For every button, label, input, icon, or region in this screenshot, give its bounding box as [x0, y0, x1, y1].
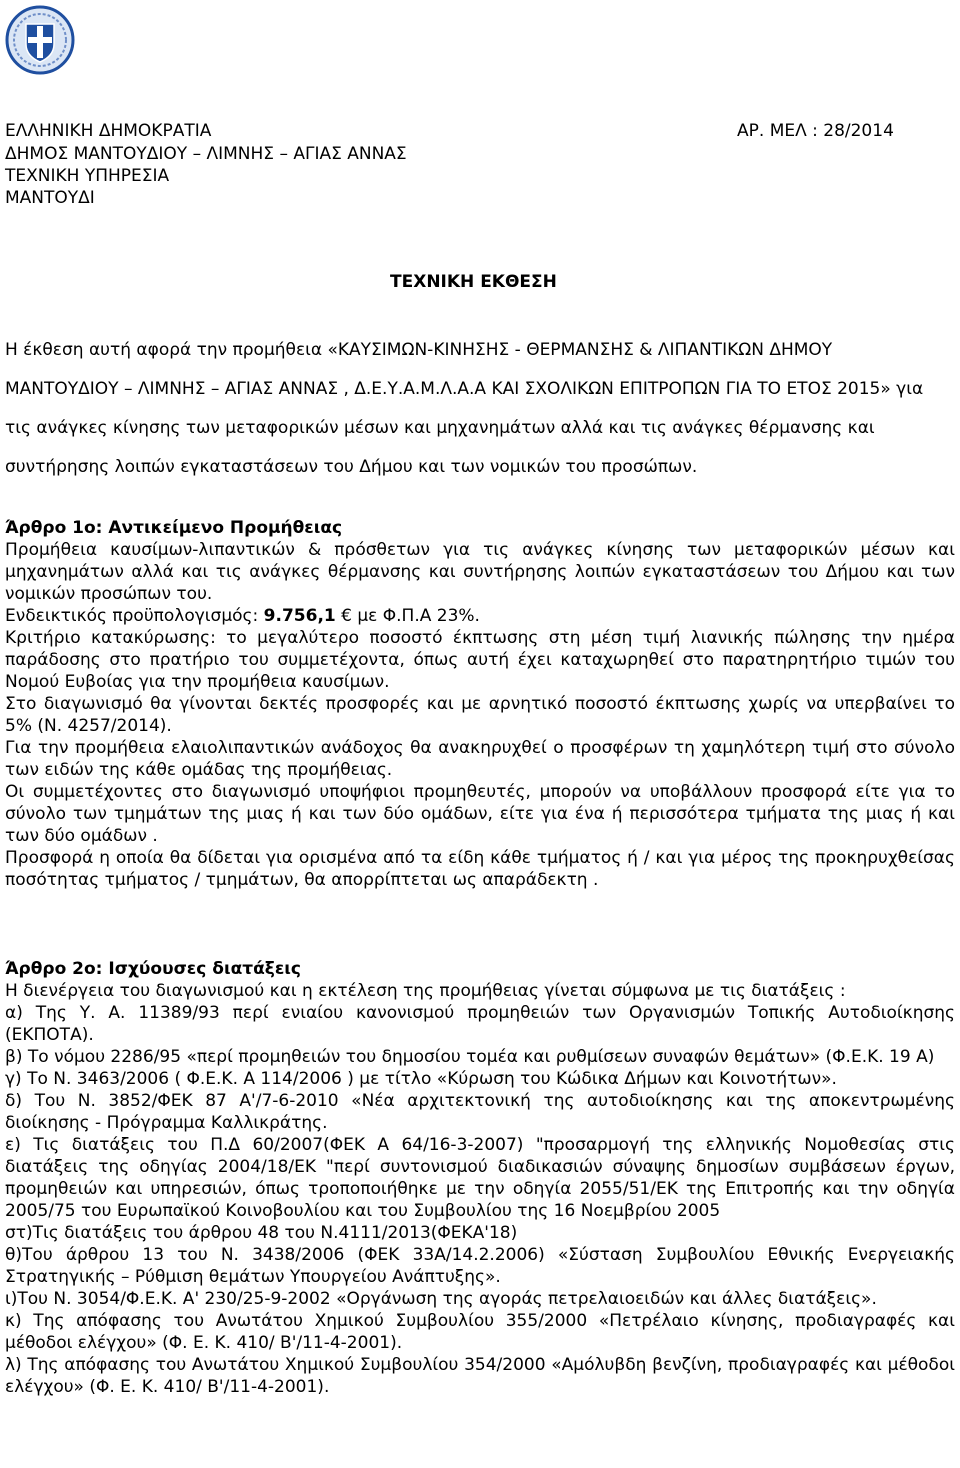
provision-item: στ)Τις διατάξεις του άρθρου 48 του Ν.4111/2013(ΦΕΚΑ'18) [5, 1223, 518, 1243]
greek-coat-of-arms-icon [4, 4, 76, 76]
article-2-intro: Η διενέργεια του διαγωνισμού και η εκτέλεση της προμήθειας γίνεται σύμφωνα με τις διατάξεις : [5, 981, 846, 1001]
provision-item: ι)Του Ν. 3054/Φ.Ε.Κ. Α' 230/25-9-2002 «Οργάνωση της αγοράς πετρελαιοειδών και άλλες διατάξεις». [5, 1289, 877, 1309]
document-title: ΤΕΧΝΙΚΗ ΕΚΘΕΣΗ [390, 272, 557, 292]
provision-item: θ)Του άρθρου 13 του Ν. 3438/2006 (ΦΕΚ 33Α/14.2.2006) «Σύσταση Συμβουλίου Εθνικής Ενεργειακής Στρατηγικής – Ρύθμιση θεμάτων Υπουργείου Ανάπτυξης». [5, 1245, 955, 1287]
intro-line: ΜΑΝΤΟΥΔΙΟΥ – ΛΙΜΝΗΣ – ΑΓΙΑΣ ΑΝΝΑΣ , Δ.Ε.Υ.Α.Μ.Λ.Α.Α ΚΑΙ ΣΧΟΛΙΚΩΝ ΕΠΙΤΡΟΠΩΝ ΓΙΑ ΤΟ ΕΤΟΣ 2015» για [5, 379, 924, 399]
budget-line [5, 605, 955, 627]
budget-value: 9.756,1 [263, 606, 336, 626]
article-1 [5, 517, 955, 891]
provision-item: β) Το νόμου 2286/95 «περί προμηθειών του δημοσίου τομέα και ρυθμίσεων συναφών θεμάτων» (Φ.Ε.Κ. 19 Α) [5, 1047, 935, 1067]
provision-item: ε) Τις διατάξεις του Π.Δ 60/2007(ΦΕΚ Α 64/16-3-2007) "προσαρμογή της ελληνικής Νομοθεσίας στις διατάξεις της οδηγίας 2004/18/ΕΚ "περί συντονισμού διαδικασιών σύναψης δημοσίων συμβάσεων έργων, προμηθειών και υπηρεσιών, όπως τροποποιήθηκε με την οδηγία 2055/51/ΕΚ της Επιτροπής και την οδηγία 2005/75 του Ευρωπαϊκού Κοινοβουλίου και του Συμβουλίου της 16 Νοεμβρίου 2005 [5, 1135, 955, 1221]
intro-line: συντήρησης λοιπών εγκαταστάσεων του Δήμου και των νομικών του προσώπων. [5, 457, 698, 477]
article-2 [5, 958, 955, 1398]
intro-line: τις ανάγκες κίνησης των μεταφορικών μέσων και μηχανημάτων αλλά και τις ανάγκες θέρμανσης και [5, 418, 875, 438]
provision-item: γ) Το Ν. 3463/2006 ( Φ.Ε.Κ. Α 114/2006 ) με τίτλο «Κύρωση του Κώδικα Δήμων και Κοινοτήτων». [5, 1069, 837, 1089]
article-1-paragraph: Προμήθεια καυσίμων-λιπαντικών & πρόσθετων για τις ανάγκες κίνησης των μεταφορικών μέσων και μηχανημάτων αλλά και τις ανάγκες θέρμανσης και συντήρησης λοιπών εγκαταστάσεων του Δήμου και των νομικών προσώπων του. [5, 540, 955, 604]
header-location: ΜΑΝΤΟΥΔΙ [5, 188, 95, 208]
article-1-paragraph: Οι συμμετέχοντες στο διαγωνισμό υποψήφιοι προμηθευτές, μπορούν να υποβάλλουν προσφορά είτε για το σύνολο των τμημάτων της μιας ή και των δύο ομάδων, είτε για ένα ή περισσότερα τμήματα της μιας ή και των δύο ομάδων . [5, 782, 955, 846]
provision-item: λ) Της απόφασης του Ανωτάτου Χημικού Συμβουλίου 354/2000 «Αμόλυβδη βενζίνη, προδιαγραφές και μέθοδοι ελέγχου» (Φ. Ε. Κ. 410/ Β'/11-4-2001). [5, 1355, 955, 1397]
header-country: ΕΛΛΗΝΙΚΗ ΔΗΜΟΚΡΑΤΙΑ [5, 121, 212, 141]
provision-item: κ) Της απόφασης του Ανωτάτου Χημικού Συμβουλίου 355/2000 «Πετρέλαιο κίνησης, προδιαγραφές και μέθοδοι ελέγχου» (Φ. Ε. Κ. 410/ Β'/11-4-2001). [5, 1311, 955, 1353]
header-municipality: ΔΗΜΟΣ ΜΑΝΤΟΥΔΙΟΥ – ΛΙΜΝΗΣ – ΑΓΙΑΣ ΑΝΝΑΣ [5, 144, 407, 164]
article-1-paragraph: Προσφορά η οποία θα δίδεται για ορισμένα από τα είδη κάθε τμήματος ή / και για μέρος της προκηρυχθείσας ποσότητας τμήματος / τμημάτων, θα απορρίπτεται ως απαράδεκτη . [5, 848, 955, 890]
header-department: ΤΕΧΝΙΚΗ ΥΠΗΡΕΣΙΑ [5, 166, 170, 186]
reference-number: ΑΡ. ΜΕΛ : 28/2014 [737, 121, 894, 141]
article-1-paragraph: Για την προμήθεια ελαιολιπαντικών ανάδοχος θα ανακηρυχθεί ο προσφέρων τη χαμηλότερη τιμή στο σύνολο των ειδών της κάθε ομάδας της προμήθειας. [5, 738, 955, 780]
article-1-paragraph: Στο διαγωνισμό θα γίνονται δεκτές προσφορές και με αρνητικό ποσοστό έκπτωσης χωρίς να υπερβαίνει το 5% (Ν. 4257/2014). [5, 694, 955, 736]
intro-line: Η έκθεση αυτή αφορά την προμήθεια «ΚΑΥΣΙΜΩΝ-ΚΙΝΗΣΗΣ - ΘΕΡΜΑΝΣΗΣ & ΛΙΠΑΝΤΙΚΩΝ ΔΗΜΟΥ [5, 340, 833, 360]
budget-suffix: € με Φ.Π.Α 23%. [335, 606, 480, 626]
provision-item: δ) Του Ν. 3852/ΦΕΚ 87 Α'/7-6-2010 «Νέα αρχιτεκτονική της αυτοδιοίκησης και της αποκεντρωμένης διοίκησης - Πρόγραμμα Καλλικράτης. [5, 1091, 955, 1133]
budget-label: Ενδεικτικός προϋπολογισμός: [5, 606, 264, 626]
article-2-title: Άρθρο 2ο: Ισχύουσες διατάξεις [5, 959, 301, 979]
article-1-title: Άρθρο 1ο: Αντικείμενο Προμήθειας [5, 518, 343, 538]
article-1-paragraph: Κριτήριο κατακύρωσης: το μεγαλύτερο ποσοστό έκπτωσης στη μέση τιμή λιανικής πώλησης την ημέρα παράδοσης στο πρατήριο του συμμετέχοντα, όπως αυτή έχει καταχωρηθεί στο παρατηρητήριο τιμών του Νομού Ευβοίας για την προμήθεια καυσίμων. [5, 628, 955, 692]
intro-paragraph [5, 331, 924, 487]
provision-item: α) Της Υ. Α. 11389/93 περί ενιαίου κανονισμού προμηθειών των Οργανισμών Τοπικής Αυτοδιοίκησης (ΕΚΠΟΤΑ). [5, 1003, 955, 1045]
